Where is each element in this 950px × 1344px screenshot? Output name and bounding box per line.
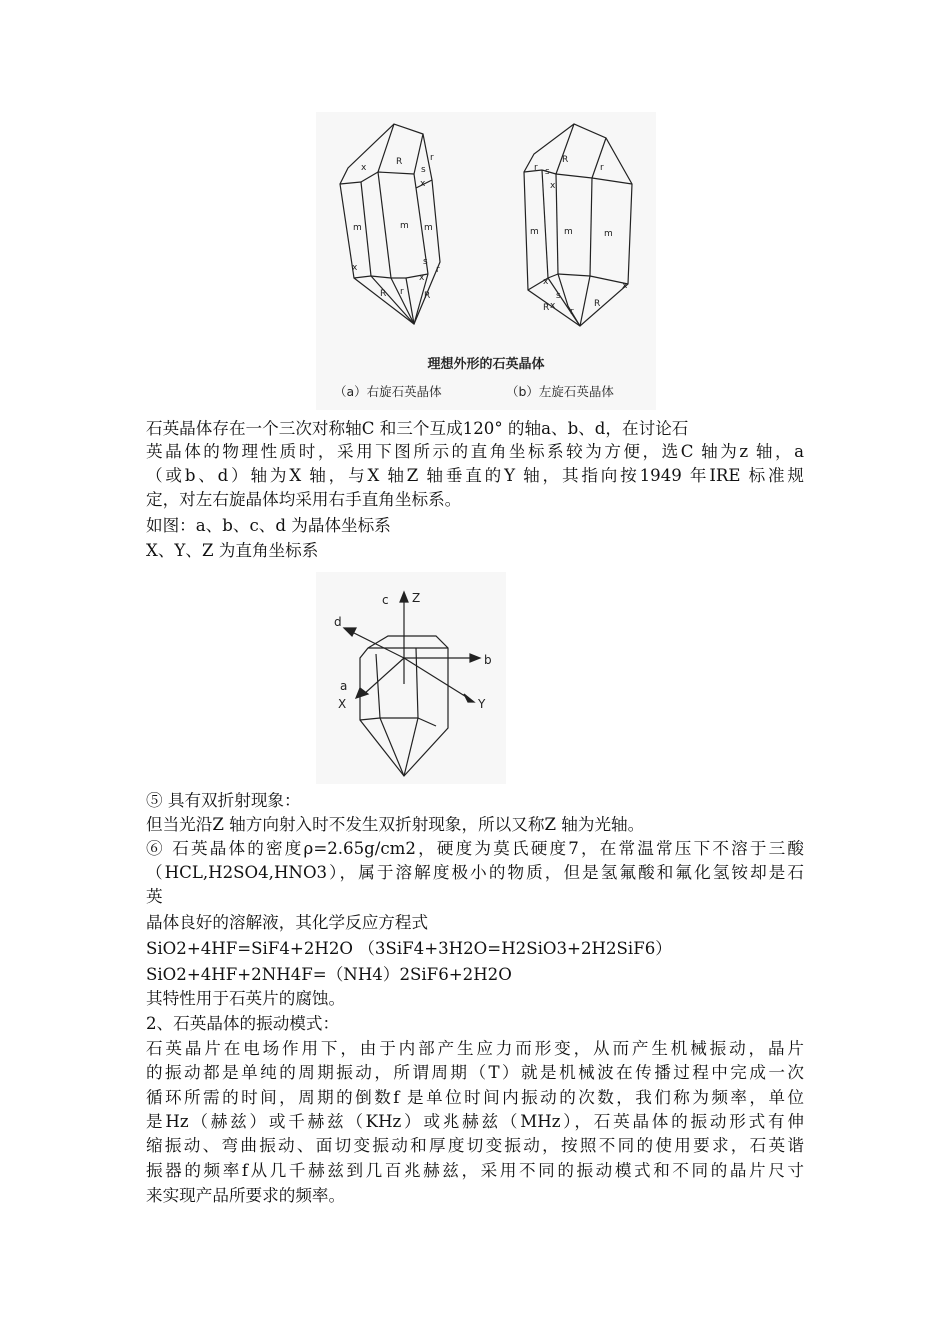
svg-text:R: R <box>562 155 569 165</box>
svg-text:x: x <box>550 301 556 311</box>
svg-text:m: m <box>564 227 573 237</box>
paragraph-line: X、Y、Z 为直角坐标系 <box>146 541 319 560</box>
svg-text:r: r <box>534 163 538 173</box>
svg-text:m: m <box>530 227 539 237</box>
svg-text:r: r <box>600 163 604 173</box>
svg-text:r: r <box>570 307 574 317</box>
paragraph-line: （HCL,H2SO4,HNO3），属于溶解度极小的物质，但是氢氟酸和氟化氢铵却是石 <box>146 863 804 882</box>
paragraph-line: 的振动都是单纯的周期振动，所谓周期（T）就是机械波在传播过程中完成一次 <box>146 1063 804 1082</box>
paragraph-line: 缩振动、弯曲振动、面切变振动和厚度切变振动，按照不同的使用要求，石英谐 <box>146 1136 804 1155</box>
svg-text:R: R <box>380 289 387 299</box>
svg-text:s: s <box>421 165 426 175</box>
axis-a-label: a <box>340 679 348 693</box>
paragraph-line: 振器的频率f从几千赫兹到几百兆赫兹，采用不同的振动模式和不同的晶片尺寸 <box>146 1161 804 1180</box>
svg-text:r: r <box>436 265 440 275</box>
coordinate-system-figure <box>316 572 506 784</box>
paragraph-line: 晶体良好的溶解液，其化学反应方程式 <box>146 913 429 932</box>
axis-x-label: X <box>338 697 347 711</box>
paragraph-line: 石英晶体存在一个三次对称轴C 和三个互成120° 的轴a、b、d，在讨论石 <box>146 419 689 438</box>
svg-text:x: x <box>352 263 358 273</box>
svg-text:R: R <box>594 299 601 309</box>
svg-text:R: R <box>543 303 550 313</box>
paragraph-line: 是Hz（赫兹）或千赫兹（KHz）或兆赫兹（MHz），石英晶体的振动形式有伸 <box>146 1112 804 1131</box>
svg-text:s: s <box>556 291 561 301</box>
svg-text:R: R <box>424 291 431 301</box>
svg-text:r: r <box>400 287 404 297</box>
paragraph-line: 其特性用于石英片的腐蚀。 <box>146 989 346 1008</box>
caption-b: （b）左旋石英晶体 <box>506 384 614 399</box>
paragraph-line: 如图：a、b、c、d 为晶体坐标系 <box>146 516 391 535</box>
svg-text:x: x <box>550 181 556 191</box>
svg-text:x: x <box>543 277 549 287</box>
axis-d-label: d <box>334 615 342 629</box>
axis-c-label: c <box>382 593 389 607</box>
paragraph-line: ⑥ 石英晶体的密度ρ=2.65g/cm2，硬度为莫氏硬度7，在常温常压下不溶于三酸 <box>146 839 804 858</box>
figure-title: 理想外形的石英晶体 <box>427 357 545 372</box>
svg-text:s: s <box>545 167 550 177</box>
equation-2: SiO2+4HF+2NH4F=（NH4）2SiF6+2H2O <box>146 965 512 984</box>
paragraph-line: 英 <box>146 887 163 906</box>
equation-1: SiO2+4HF=SiF4+2H2O （3SiF4+3H2O=H2SiO3+2H2SiF6） <box>146 939 672 958</box>
paragraph-line: 但当光沿Z 轴方向射入时不发生双折射现象，所以又称Z 轴为光轴。 <box>146 815 645 834</box>
paragraph-line: 循环所需的时间，周期的倒数f 是单位时间内振动的次数，我们称为频率，单位 <box>146 1088 804 1107</box>
svg-text:m: m <box>604 229 613 239</box>
caption-a: （a）右旋石英晶体 <box>334 384 442 399</box>
paragraph-line: ⑤ 具有双折射现象： <box>146 791 301 810</box>
axis-z-label: Z <box>412 591 421 605</box>
svg-text:x: x <box>622 281 628 291</box>
svg-text:x: x <box>419 273 425 283</box>
quartz-crystal-figure <box>316 112 656 410</box>
svg-text:x: x <box>361 163 367 173</box>
svg-text:m: m <box>424 223 433 233</box>
axis-b-label: b <box>484 653 492 667</box>
paragraph-line: 石英晶片在电场作用下，由于内部产生应力而形变，从而产生机械振动，晶片 <box>146 1039 804 1058</box>
axis-y-label: Y <box>478 697 486 711</box>
section-heading: 2、石英晶体的振动模式： <box>146 1014 340 1033</box>
svg-text:x: x <box>420 179 426 189</box>
paragraph-line: 英晶体的物理性质时，采用下图所示的直角坐标系较为方便，选C 轴为z 轴，a <box>146 442 804 461</box>
svg-text:s: s <box>423 257 428 267</box>
svg-text:m: m <box>400 221 409 231</box>
paragraph-line: 来实现产品所要求的频率。 <box>146 1186 346 1205</box>
face-label: R <box>396 157 403 167</box>
paragraph-line: 定，对左右旋晶体均采用右手直角坐标系。 <box>146 490 462 509</box>
svg-text:m: m <box>353 223 362 233</box>
svg-text:r: r <box>430 153 434 163</box>
paragraph-line: （或b、d）轴为X 轴，与X 轴Z 轴垂直的Y 轴，其指向按1949 年IRE 标准规 <box>146 466 804 485</box>
